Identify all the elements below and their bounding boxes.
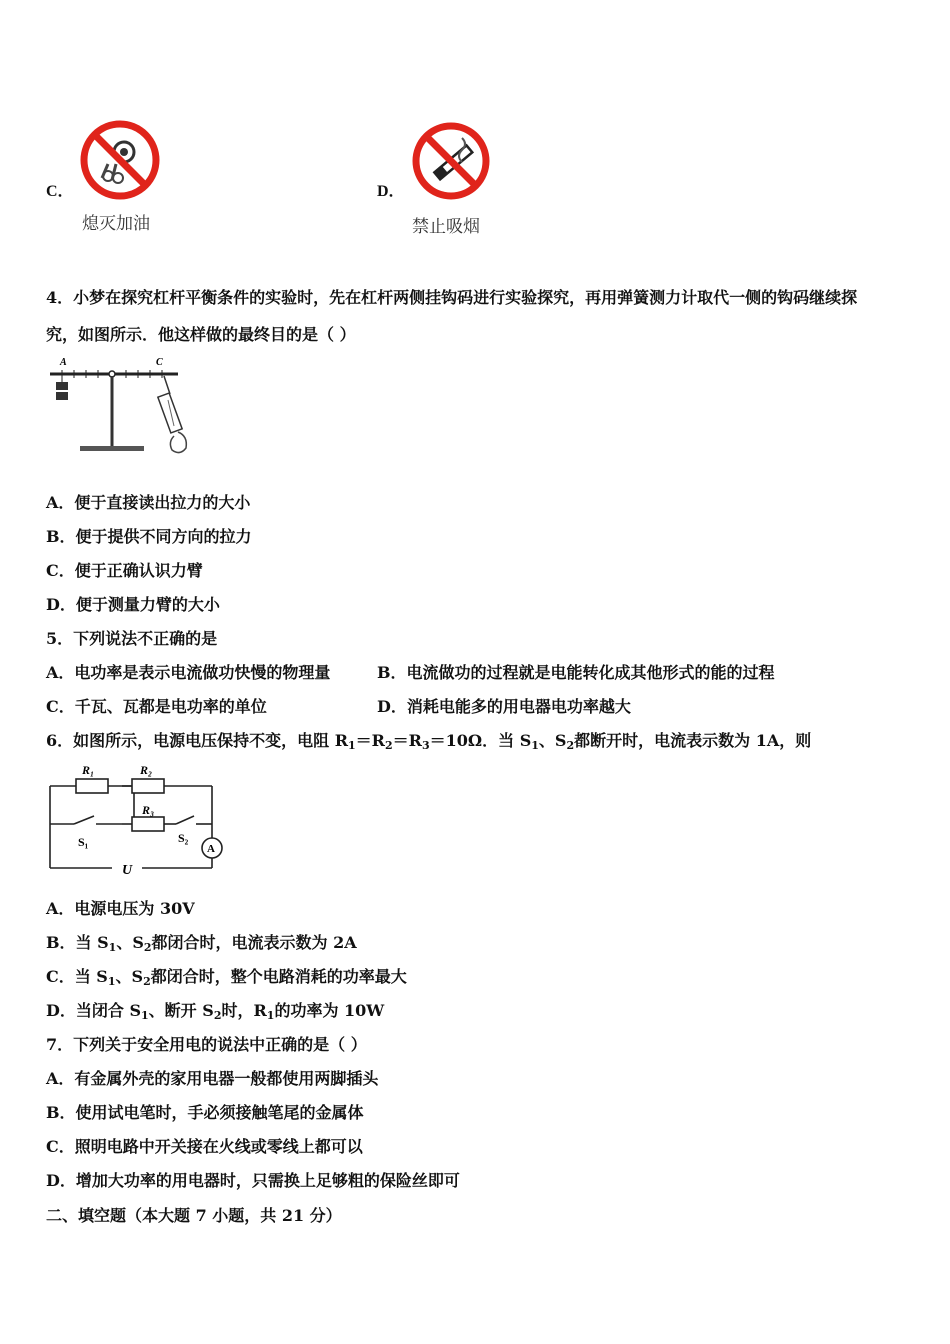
- q6-option-b: B．当 $S_1$、$S_2$都闭合时，电流表示数为 2A: [46, 933, 357, 954]
- q3-option-c-caption: 熄灭加油: [82, 214, 150, 234]
- q7-option-c: C．照明电路中开关接在火线或零线上都可以: [46, 1137, 363, 1156]
- q5-option-b: B．电流做功的过程就是电能转化成其他形式的能的过程: [377, 663, 775, 682]
- q6-stem: 6．如图所示，电源电压保持不变，电阻 $R_1=R_2=R_3=10\Omega$．当 $S_1$、$S_2$都断开时，电流表示数为 1A，则: [46, 731, 812, 752]
- q5-stem: 5．下列说法不正确的是: [46, 629, 218, 648]
- q4-option-a: A．便于直接读出拉力的大小: [46, 493, 251, 512]
- q3-option-d-caption: 禁止吸烟: [412, 217, 480, 237]
- q6-option-a: A．电源电压为 30V: [46, 899, 195, 918]
- section2-title: 二、填空题（本大题 7 小题，共 21 分）: [46, 1206, 342, 1225]
- q4-stem-line2: 究，如图所示．他这样做的最终目的是（ ）: [46, 325, 356, 344]
- lever-label-a: A: [60, 357, 67, 368]
- circuit-diagram: [46, 760, 231, 880]
- q7-option-b: B．使用试电笔时，手必须接触笔尾的金属体: [46, 1103, 364, 1122]
- q4-option-c: C．便于正确认识力臂: [46, 561, 203, 580]
- label-s1: S₁: [78, 835, 89, 849]
- q4-option-b: B．便于提供不同方向的拉力: [46, 527, 252, 546]
- q4-option-d: D．便于测量力臂的大小: [46, 595, 220, 614]
- q7-stem: 7．下列关于安全用电的说法中正确的是（ ）: [46, 1035, 367, 1054]
- q6-option-d: D．当闭合 $S_1$、断开 $S_2$时，$R_1$的功率为 10W: [46, 1001, 385, 1022]
- ammeter-label: A: [207, 843, 215, 855]
- label-r3: R₃: [142, 803, 155, 817]
- lever-balance-figure: [46, 354, 216, 464]
- q5-option-c: C．千瓦、瓦都是电功率的单位: [46, 697, 267, 716]
- q5-option-a: A．电功率是表示电流做功快慢的物理量: [46, 663, 331, 682]
- q7-option-a: A．有金属外壳的家用电器一般都使用两脚插头: [46, 1069, 379, 1088]
- q5-option-d: D．消耗电能多的用电器电功率越大: [377, 697, 631, 716]
- label-r2: R₂: [140, 763, 153, 777]
- q6-option-c: C．当 $S_1$、$S_2$都闭合时，整个电路消耗的功率最大: [46, 967, 407, 988]
- q3-option-d-label: D．: [377, 183, 405, 200]
- label-s2: S₂: [178, 831, 189, 845]
- q7-option-d: D．增加大功率的用电器时，只需换上足够粗的保险丝即可: [46, 1171, 460, 1190]
- label-u: U: [122, 863, 133, 878]
- lever-label-c: C: [156, 357, 163, 368]
- q4-stem-line1: 4．小梦在探究杠杆平衡条件的实验时，先在杠杆两侧挂钩码进行实验探究，再用弹簧测力计取代一侧的钩码继续探: [46, 288, 858, 307]
- no-smoking-sign-icon: [410, 120, 492, 202]
- label-r1: R₁: [82, 763, 95, 777]
- no-fuel-sign-icon: [78, 118, 162, 202]
- q3-option-c-label: C．: [46, 183, 74, 200]
